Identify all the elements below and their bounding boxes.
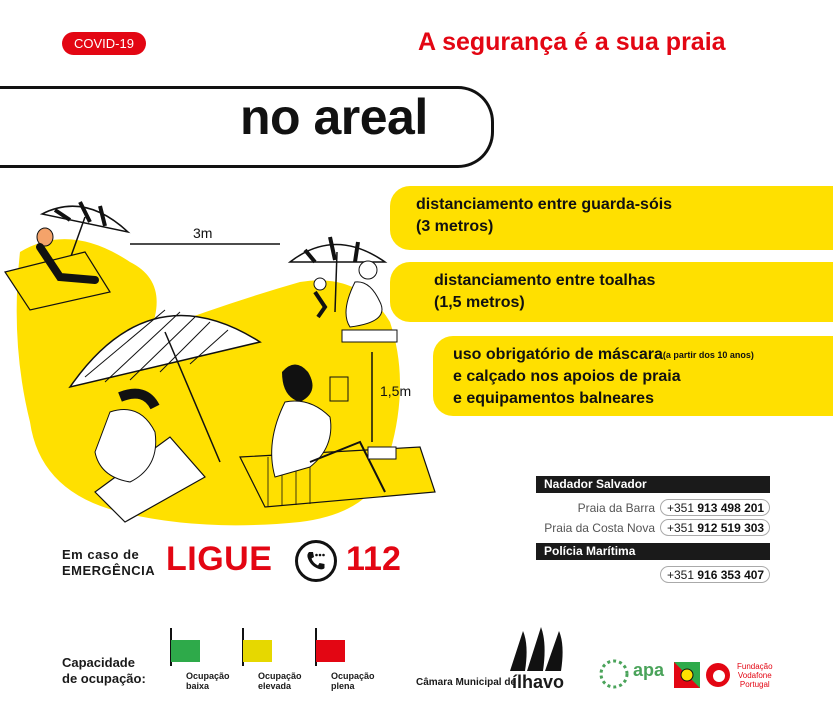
emergency-line: Em caso de (62, 547, 140, 562)
ilhavo-ships-logo (505, 625, 573, 673)
contact-place: Praia da Costa Nova (544, 521, 655, 535)
apa-circle-icon (598, 658, 630, 690)
capacity-label (62, 655, 146, 687)
rule-line (453, 344, 833, 366)
phone-prefix: +351 (667, 501, 695, 515)
call-text: LIGUE (166, 540, 273, 578)
rule-umbrella-distance (390, 186, 833, 250)
covid-badge: COVID-19 (62, 32, 146, 55)
distance-15m-label: 1,5m (380, 383, 412, 399)
emergency-text (62, 547, 155, 579)
phone-prefix: +351 (667, 521, 695, 535)
flag-green-icon (168, 628, 204, 666)
flag-label: Ocupação elevada (258, 671, 302, 691)
emergency-number[interactable]: 112 (346, 540, 401, 578)
rule-line: (1,5 metros) (434, 294, 525, 311)
camara-label: Câmara Municipal de (416, 677, 517, 688)
rule-text: uso obrigatório de máscara (453, 346, 663, 363)
flag-full (313, 628, 375, 691)
police-header: Polícia Marítima (536, 543, 770, 560)
headline: A segurança é a sua praia (418, 28, 726, 56)
flag-red-icon (313, 628, 349, 666)
phone-number: 913 498 201 (697, 501, 765, 515)
phone-link[interactable] (660, 499, 770, 516)
distance-3m-label: 3m (193, 225, 213, 241)
contact-place: Praia da Barra (577, 501, 655, 515)
apa-logo-text: apa (633, 660, 665, 680)
capacity-line: Capacidade (62, 655, 135, 670)
flag-label: Ocupação baixa (186, 671, 230, 691)
phone-link[interactable] (660, 519, 770, 536)
vodafone-icon (705, 662, 731, 688)
rule-line: e calçado nos apoios de praia (453, 368, 681, 385)
rule-line: (3 metros) (416, 218, 494, 235)
flag-label: Ocupação plena (331, 671, 375, 691)
phone-icon (295, 540, 337, 582)
rule-line: e equipamentos balneares (453, 390, 654, 407)
flag-yellow-icon (240, 628, 276, 666)
rule-line: distanciamento entre toalhas (434, 272, 656, 289)
page-title: no areal (240, 89, 428, 145)
ilhavo-label: ílhavo (512, 672, 565, 692)
rule-towel-distance (390, 262, 833, 322)
rule-mask (433, 336, 833, 416)
phone-prefix: +351 (667, 568, 695, 582)
autoridade-maritima-icon (672, 660, 702, 690)
beach-illustration (0, 192, 450, 532)
capacity-line: de ocupação: (62, 671, 146, 686)
fundacao-vodafone-text: Fundação Vodafone Portugal (737, 662, 773, 689)
flag-high (240, 628, 302, 691)
emergency-line: EMERGÊNCIA (62, 563, 156, 578)
flag-low (168, 628, 230, 691)
rule-line: distanciamento entre guarda-sóis (416, 196, 673, 213)
phone-number: 916 353 407 (697, 568, 765, 582)
phone-number: 912 519 303 (697, 521, 765, 535)
lifeguard-header: Nadador Salvador (536, 476, 770, 493)
phone-link[interactable] (660, 566, 770, 583)
rule-note: (a partir dos 10 anos) (662, 350, 754, 360)
